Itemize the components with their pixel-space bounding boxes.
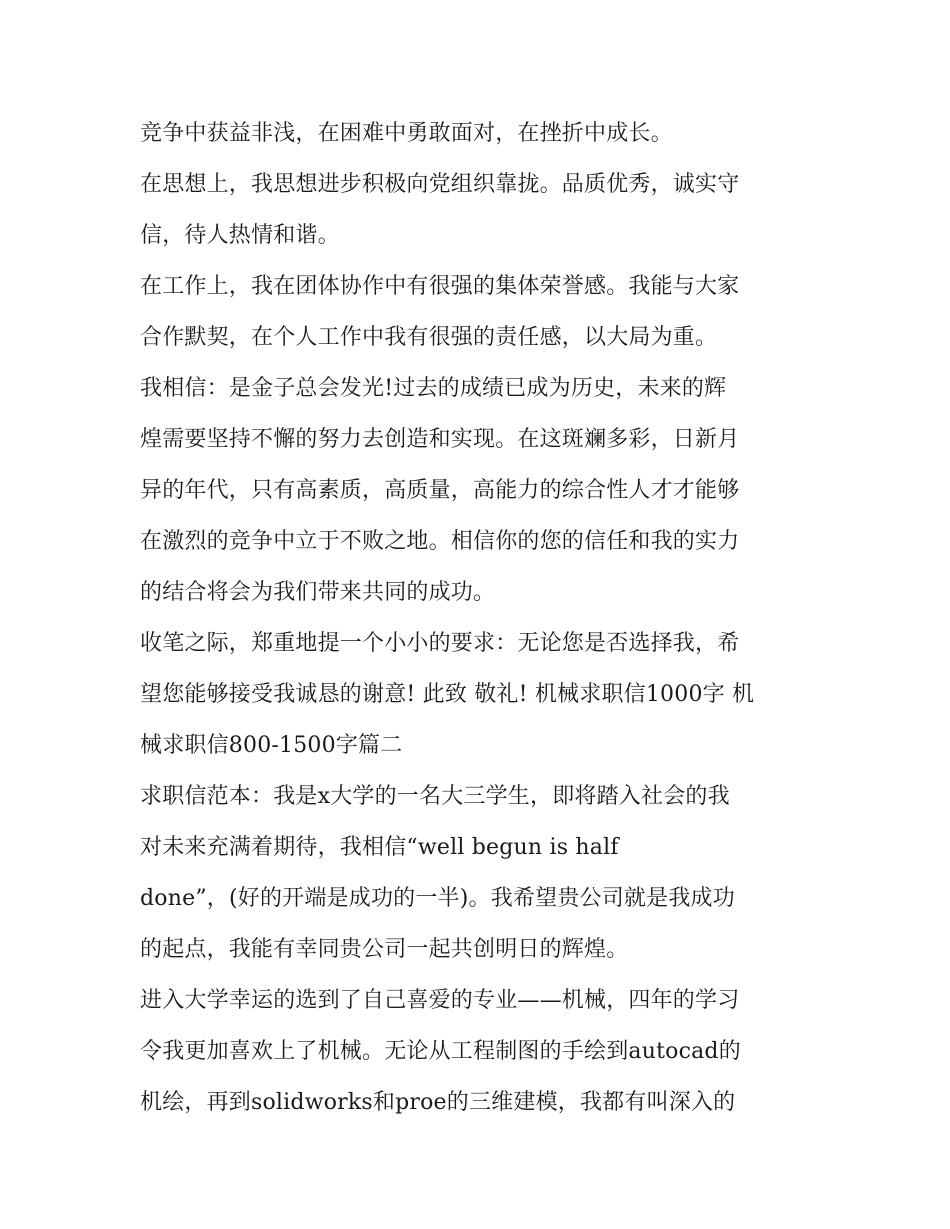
text-line: 煌需要坚持不懈的努力去创造和实现。在这斑斓多彩，日新月 bbox=[140, 427, 740, 452]
text-line: 械求职信800-1500字篇二 bbox=[140, 733, 403, 758]
text-line: 求职信范本：我是x大学的一名大三学生，即将踏入社会的我 bbox=[140, 784, 730, 809]
text-line: 令我更加喜欢上了机械。无论从工程制图的手绘到autocad的 bbox=[140, 1039, 741, 1064]
text-line: 合作默契，在个人工作中我有很强的责任感，以大局为重。 bbox=[140, 325, 718, 350]
text-line: 信，待人热情和谐。 bbox=[140, 223, 340, 248]
text-line: 收笔之际，郑重地提一个小小的要求：无论您是否选择我，希 bbox=[140, 631, 740, 656]
body-text bbox=[140, 108, 820, 1128]
text-line: 在激烈的竞争中立于不败之地。相信你的您的信任和我的实力 bbox=[140, 529, 740, 554]
text-line: 我相信：是金子总会发光!过去的成绩已成为历史，未来的辉 bbox=[140, 376, 727, 401]
text-line: 竞争中获益非浅，在困难中勇敢面对，在挫折中成长。 bbox=[140, 121, 673, 146]
text-line: 异的年代，只有高素质，高质量，高能力的综合性人才才能够 bbox=[140, 478, 740, 503]
text-line: 机绘，再到solidworks和proe的三维建模，我都有叫深入的 bbox=[140, 1090, 736, 1115]
text-line: 的起点，我能有幸同贵公司一起共创明日的辉煌。 bbox=[140, 937, 629, 962]
text-line: 望您能够接受我诚恳的谢意! 此致 敬礼! 机械求职信1000字 机 bbox=[140, 682, 755, 707]
text-line: 在思想上，我思想进步积极向党组织靠拢。品质优秀，诚实守 bbox=[140, 172, 740, 197]
text-line: 在工作上，我在团体协作中有很强的集体荣誉感。我能与大家 bbox=[140, 274, 740, 299]
text-line: done”，(好的开端是成功的一半)。我希望贵公司就是我成功 bbox=[140, 886, 735, 911]
text-line: 进入大学幸运的选到了自己喜爱的专业——机械，四年的学习 bbox=[140, 988, 740, 1013]
text-line: 对未来充满着期待，我相信“well begun is half bbox=[140, 835, 619, 860]
text-line: 的结合将会为我们带来共同的成功。 bbox=[140, 580, 496, 605]
